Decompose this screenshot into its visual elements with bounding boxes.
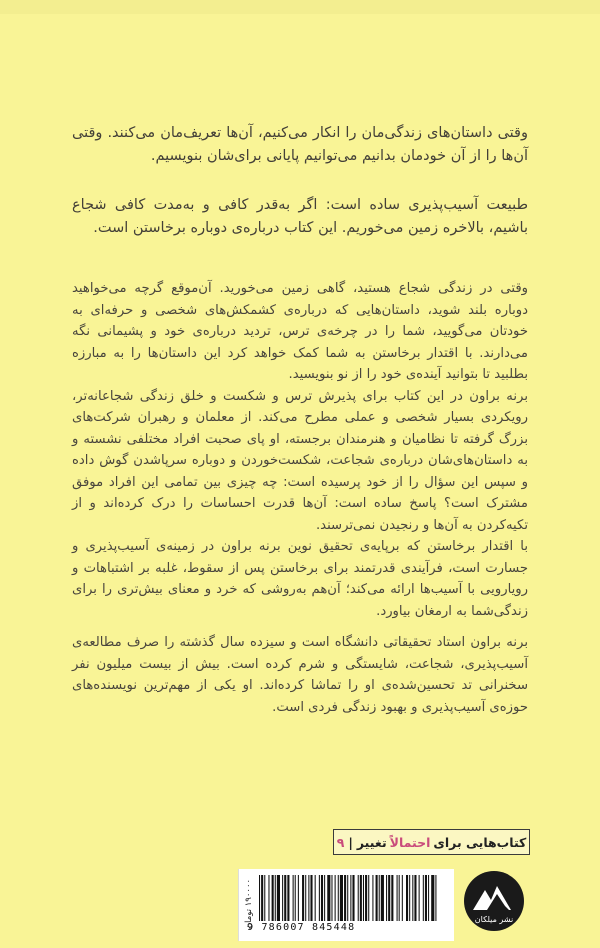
- body-paragraph: با اقتدار برخاستن که برپایه‌ی تحقیق نوین برنه براون در زمینه‌ی آسیب‌پذیری و جسارت است، فرآیندی قدرتمند برای برخاستن پس از سقوط، غلبه بر اشتباهات و رویارویی با آسیب‌ها ارائه می‌کند؛ آن‌هم به‌روشی که خرد و معنای بیش‌تری را برای زندگی‌شما به ارمغان بیاورد.: [72, 539, 528, 619]
- top-strip: [0, 0, 600, 14]
- body-paragraph: وقتی در زندگی شجاع هستید، گاهی زمین می‌خورید. آن‌موقع گرچه می‌خواهید دوباره بلند شوید، داستان‌هایی که درباره‌ی کشمکش‌های شخصی و حرفه‌ای به خودتان می‌گویید، شما را در چرخه‌ی ترس، تردید درباره‌ی خود و پشیمانی نگه می‌دارند. با اقتدار برخاستن به شما کمک خواهد کرد این داستان‌ها را به مبارزه بطلبید تا بتوانید آینده‌ی خود را از نو بنویسید.: [72, 281, 528, 382]
- intro-text-1: وقتی داستان‌های زندگی‌مان را انکار می‌کنیم، آن‌ها تعریف‌مان می‌کنند. وقتی آن‌ها را از آن خودمان بدانیم می‌توانیم پایانی برای‌شان بنویسیم.: [72, 125, 528, 164]
- series-suffix: تغییر: [356, 834, 387, 850]
- body-paragraph: برنه براون استاد تحقیقاتی دانشگاه است و سیزده سال گذشته را صرف مطالعه‌ی آسیب‌پذیری، شجاعت، شایستگی و شرم کرده است. بیش از بیست میلیون نفر سخنرانی تد تحسین‌شده‌ی او را تماشا کرده‌اند. او یکی از مهم‌ترین نویسنده‌های حوزه‌ی آسیب‌پذیری و بهبود زندگی فردی است.: [72, 635, 528, 715]
- barcode-bars: [259, 875, 437, 921]
- intro-text-2: طبیعت آسیب‌پذیری ساده است: اگر به‌قدر کافی و به‌مدت کافی شجاع باشیم، بالاخره زمین می‌خوریم. این کتاب درباره‌ی دوباره برخاستن است.: [72, 197, 528, 236]
- barcode: [238, 869, 454, 941]
- intro-paragraph-1: [72, 122, 528, 168]
- series-separator: |: [348, 834, 353, 850]
- price-text: ۱۹۰۰۰۰ تومان: [244, 878, 254, 930]
- body-paragraph: برنه براون در این کتاب برای پذیرش ترس و شکست و خلق زندگی شجاعانه‌تر، رویکردی بسیار شخصی و عملی مطرح می‌کند. از معلمان و رهبران شرکت‌های بزرگ گرفته تا نظامیان و هنرمندان برجسته، او پای صحبت افراد مختلفی نشسته و به داستان‌های‌شان درباره‌ی شجاعت، شکست‌خوردن و دوباره سرپاشدن گوش داده و سپس این سؤال را از خود پرسیده است: چه چیزی بین تمامی این افراد موفق مشترک است؟ پاسخ ساده است: آن‌ها قدرت احساسات را درک کرده‌اند و از تکیه‌کردن به آن‌ها و رنجیدن نمی‌ترسند.: [72, 388, 528, 533]
- isbn-digits: 9 786007 845448: [247, 922, 356, 933]
- publisher-logo-icon: [463, 870, 525, 932]
- series-prefix: کتاب‌هایی برای: [433, 834, 527, 850]
- publisher-logo-text: نشر میلکان: [474, 915, 514, 924]
- intro-paragraph-2: [72, 194, 528, 240]
- series-number: ۹: [336, 834, 345, 850]
- series-accent: احتمالاً: [389, 834, 431, 850]
- series-label: [333, 829, 530, 855]
- blurb-body: [72, 278, 528, 718]
